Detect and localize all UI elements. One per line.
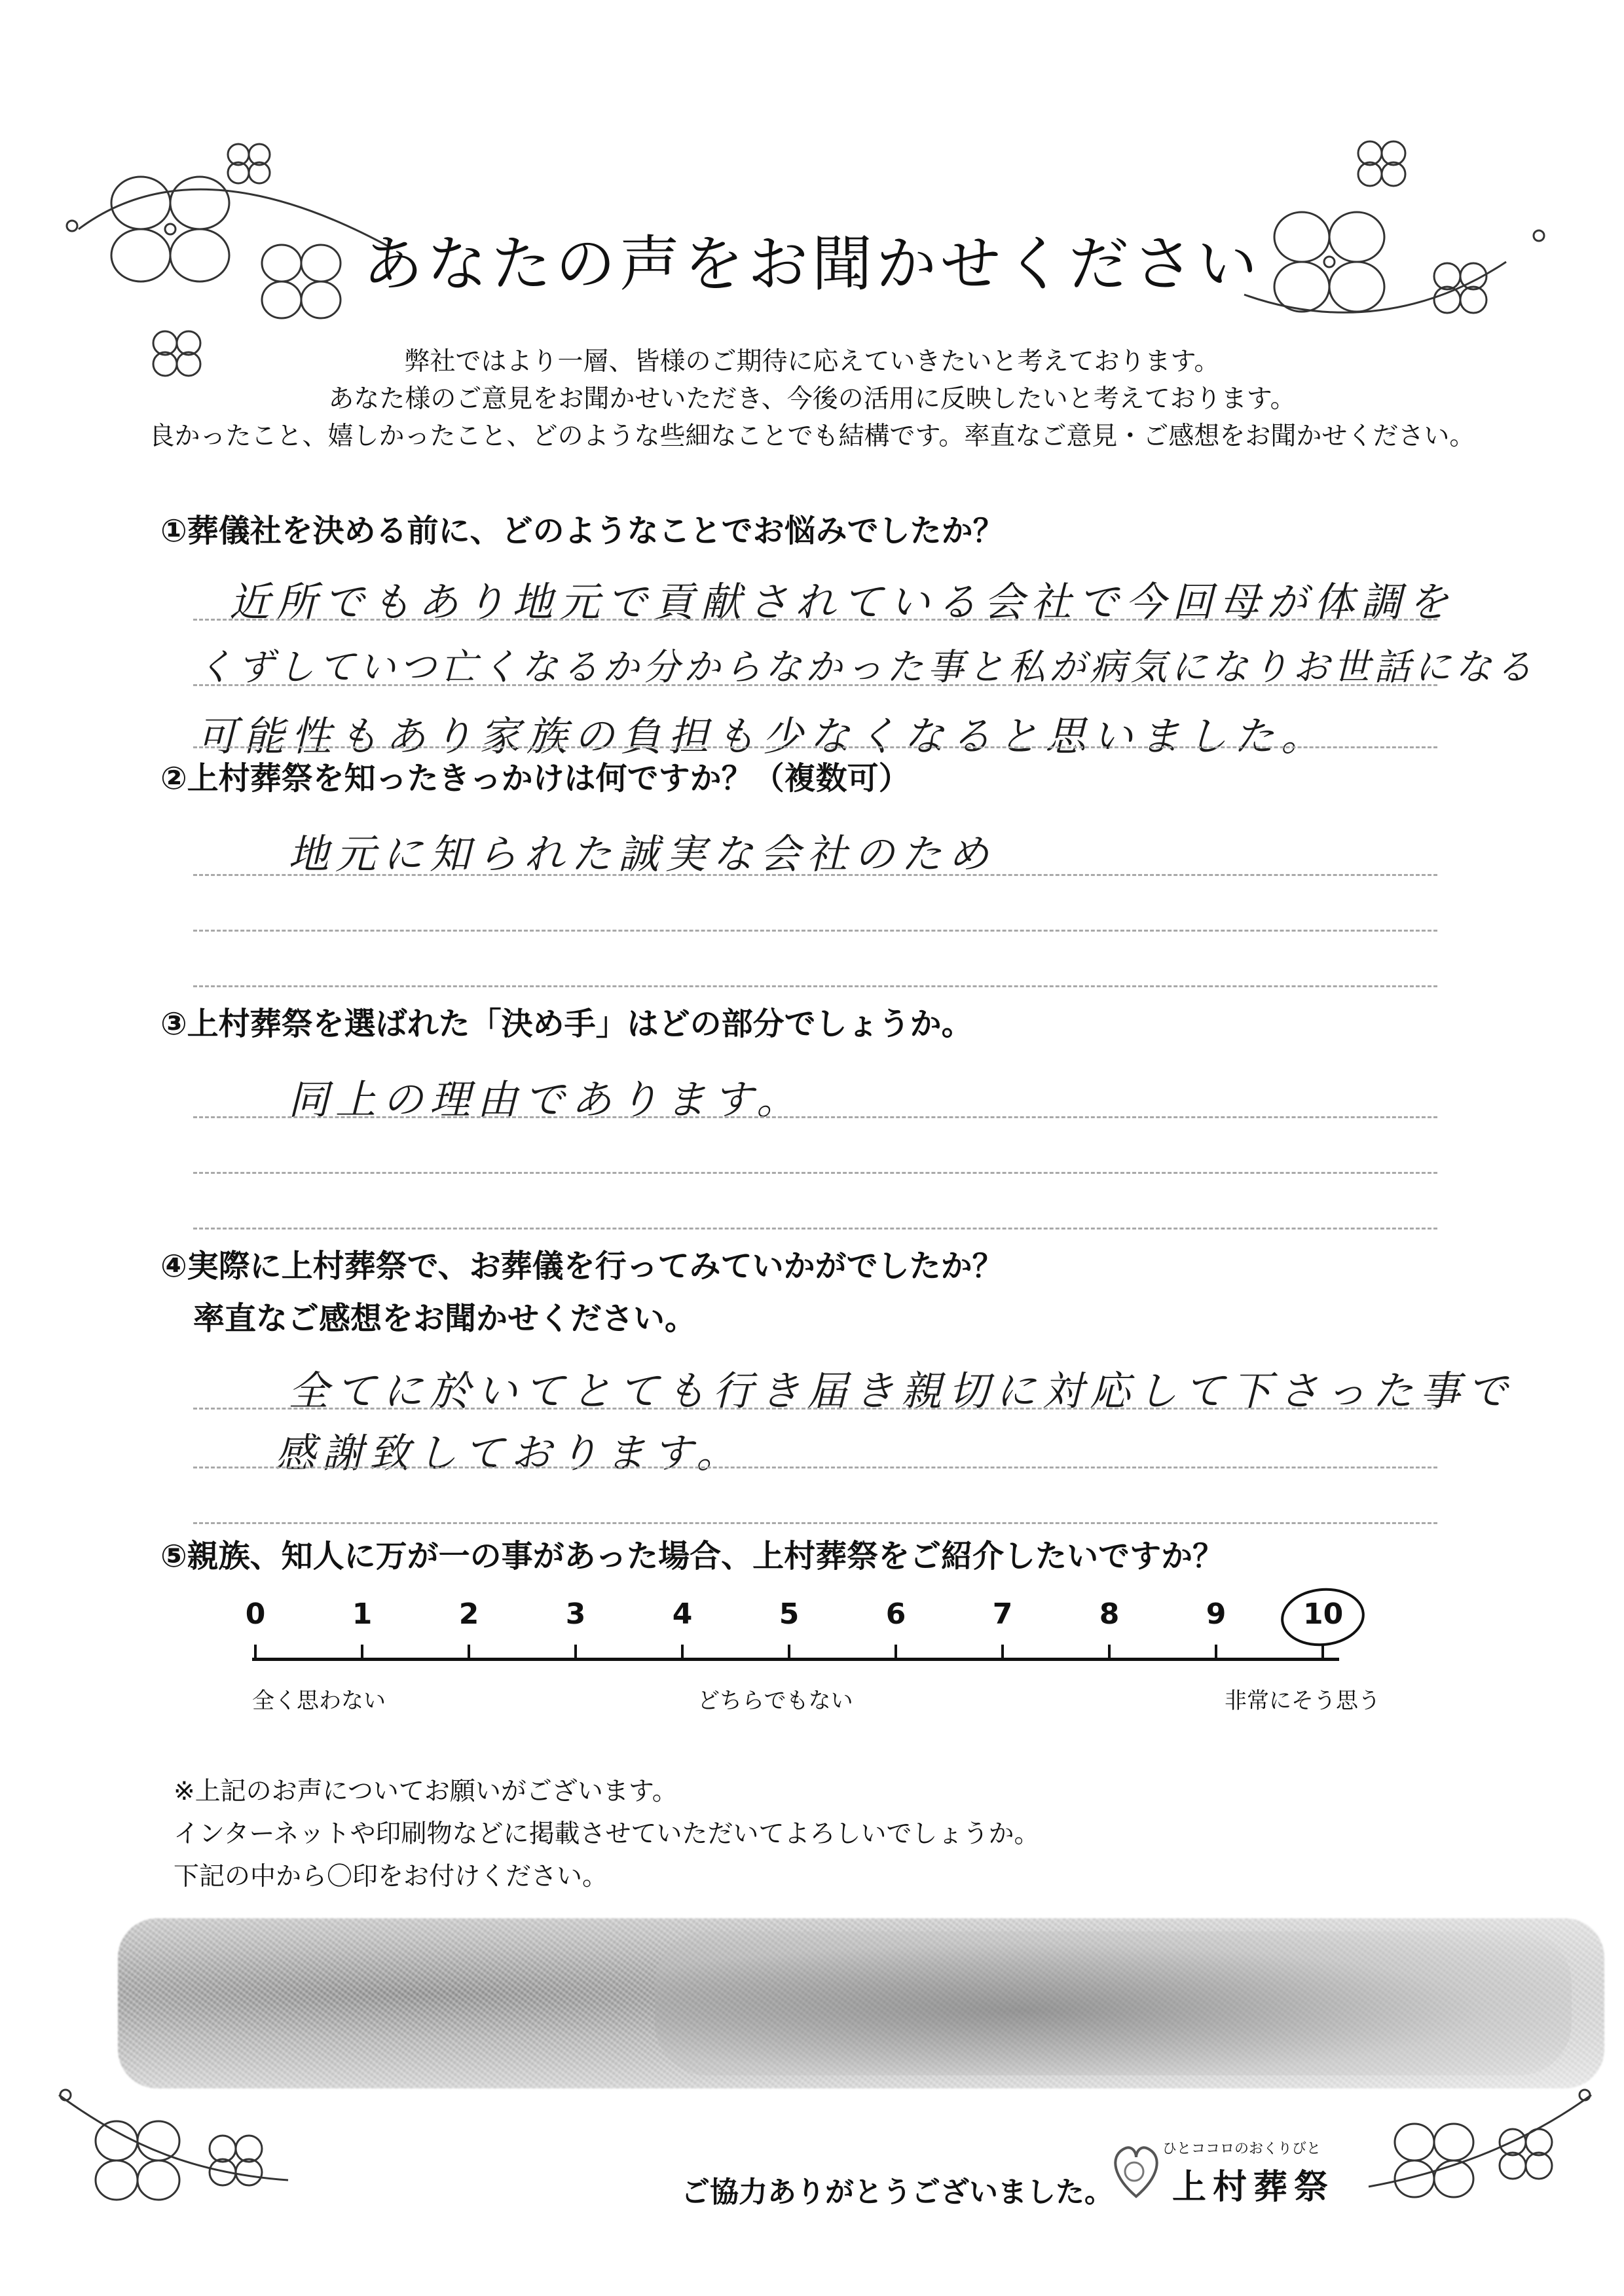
question-4-answer-line-2: 感謝致しております。 <box>275 1429 744 1477</box>
note-line-2: インターネットや印刷物などに掲載させていただいてよろしいでしょうか。 <box>174 1819 1040 1849</box>
scale-tick-mark <box>254 1645 257 1660</box>
question-4-label: ④実際に上村葬祭で、お葬儀を行ってみていかがでしたか？ <box>160 1248 1004 1285</box>
answer-rule <box>193 746 1437 748</box>
scale-tick-mark <box>681 1645 684 1660</box>
answer-rule <box>193 1228 1437 1230</box>
question-4-label-line-2: 率直なご感想をお聞かせください。 <box>193 1300 697 1337</box>
scale-tick-mark <box>468 1645 470 1660</box>
scale-tick-label: 8 <box>1099 1597 1120 1631</box>
scale-label-mid: どちらでもない <box>697 1688 853 1714</box>
question-2-answer: 地元に知られた誠実な会社のため <box>288 830 996 878</box>
question-1-answer-line-3: 可能性もあり家族の負担も少なくなると思いました。 <box>196 712 1329 760</box>
scale-tick-mark <box>361 1645 363 1660</box>
scale-tick-label: 7 <box>992 1597 1013 1631</box>
scale-tick-mark <box>1001 1645 1004 1660</box>
scale-tick-label: 6 <box>885 1597 906 1631</box>
scale-tick-label: 10 <box>1303 1597 1344 1631</box>
answer-rule <box>193 1172 1437 1174</box>
redacted-consent-area-overlay <box>655 1931 1572 2075</box>
logo-tagline: ひとココロのおくりびと <box>1162 2141 1321 2157</box>
scale-tick-label: 4 <box>672 1597 693 1631</box>
question-3-answer: 同上の理由であります。 <box>288 1076 804 1123</box>
answer-rule <box>193 930 1437 932</box>
clover-decoration-bottom-right <box>1362 2069 1598 2265</box>
question-1-answer-line-2: くずしていつ亡くなるか分からなかった事と私が病気になりお世話になる <box>196 646 1536 689</box>
answer-rule <box>193 985 1437 987</box>
scale-tick-mark <box>788 1645 790 1660</box>
scale-tick-mark <box>1108 1645 1111 1660</box>
scale-label-high: 非常にそう思う <box>1225 1688 1380 1714</box>
scale-tick-mark <box>574 1645 577 1660</box>
scale-tick-label: 3 <box>565 1597 586 1631</box>
answer-rule <box>193 619 1437 621</box>
page-title: あなたの声をお聞かせください <box>362 229 1261 299</box>
intro-line-1: 弊社ではより一層、皆様のご期待に応えていきたいと考えております。 <box>404 347 1220 376</box>
note-line-3: 下記の中から〇印をお付けください。 <box>174 1862 608 1891</box>
question-3-label: ③上村葬祭を選ばれた「決め手」はどの部分でしょうか。 <box>160 1006 973 1042</box>
heart-logo-icon <box>1107 2138 1166 2203</box>
rating-scale-line <box>252 1658 1339 1661</box>
note-line-1: ※上記のお声についてお願いがございます。 <box>174 1777 678 1806</box>
answer-rule <box>193 1116 1437 1118</box>
question-5-label: ⑤親族、知人に万が一の事があった場合、上村葬祭をご紹介したいですか？ <box>160 1538 1225 1575</box>
intro-line-2: あなた様のご意見をお聞かせいただき、今後の活用に反映したいと考えております。 <box>328 384 1296 414</box>
scale-tick-label: 9 <box>1206 1597 1227 1631</box>
scale-tick-label: 1 <box>352 1597 373 1631</box>
scale-tick-label: 0 <box>245 1597 266 1631</box>
question-1-answer-line-1: 近所でもあり地元で貢献されている会社で今回母が体調を <box>229 578 1456 626</box>
scale-tick-mark <box>895 1645 897 1660</box>
logo-name: 上村葬祭 <box>1172 2168 1335 2207</box>
footer-thanks: ご協力ありがとうございました。 <box>681 2176 1113 2209</box>
scale-label-low: 全く思わない <box>252 1688 386 1714</box>
answer-rule <box>193 1408 1437 1410</box>
question-2-label: ②上村葬祭を知ったきっかけは何ですか？（複数可） <box>160 760 910 797</box>
intro-line-3: 良かったこと、嬉しかったこと、どのような些細なことでも結構です。率直なご意見・ご感想をお聞かせください。 <box>149 422 1475 451</box>
scale-tick-label: 5 <box>779 1597 800 1631</box>
selected-rating-circle <box>1274 1581 1372 1660</box>
question-4-answer-line-1: 全てに於いてとても行き届き親切に対応して下さった事で <box>288 1367 1515 1415</box>
scale-tick-mark <box>1215 1645 1217 1660</box>
question-1-label: ①葬儀社を決める前に、どのようなことでお悩みでしたか？ <box>160 513 1005 549</box>
answer-rule <box>193 684 1437 686</box>
scale-tick-label: 2 <box>458 1597 479 1631</box>
answer-rule <box>193 874 1437 876</box>
clover-decoration-bottom-left <box>52 2069 301 2265</box>
answer-rule <box>193 1522 1437 1524</box>
answer-rule <box>193 1467 1437 1468</box>
